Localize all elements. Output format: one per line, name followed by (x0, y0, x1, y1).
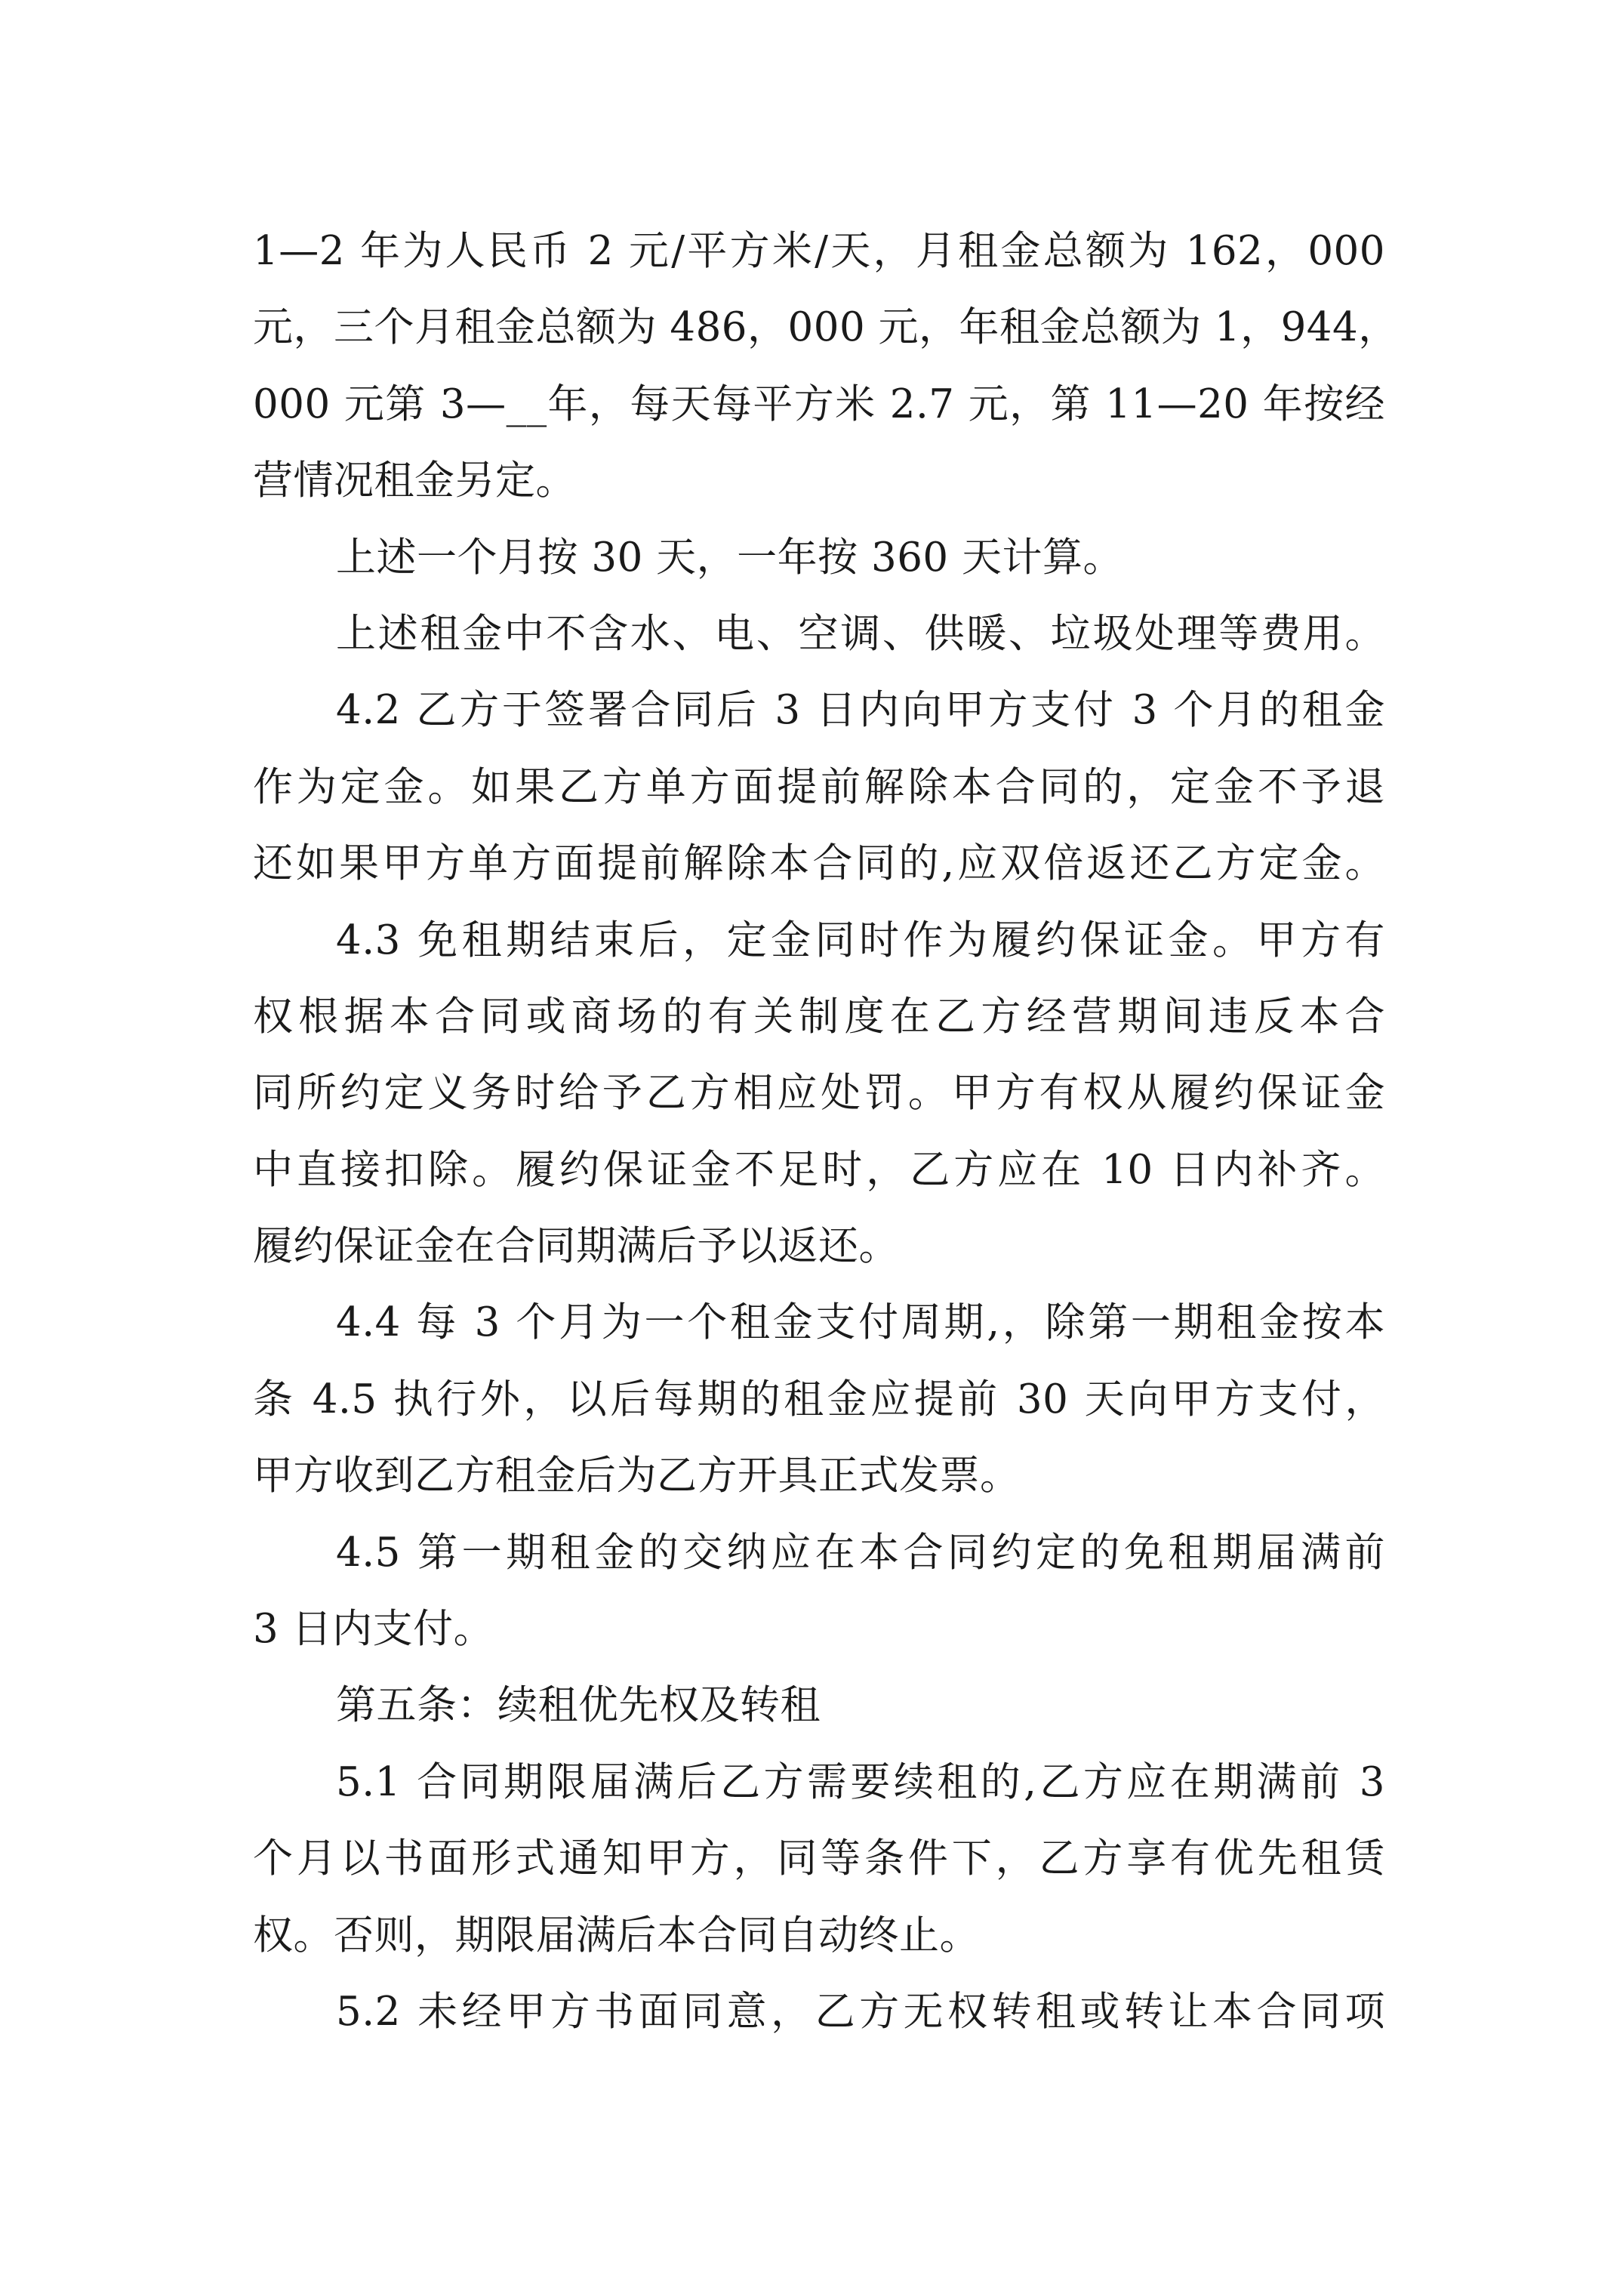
text-line: 还如果甲方单方面提前解除本合同的,应双倍返还乙方定金。 (253, 840, 1385, 887)
text-line: 000 元第 3—__年，每天每平方米 2.7 元，第 11—20 年按经 (253, 381, 1385, 427)
text-line: 4.4 每 3 个月为一个租金支付周期,，除第一期租金按本 (336, 1299, 1385, 1346)
text-line: 同所约定义务时给予乙方相应处罚。甲方有权从履约保证金 (253, 1070, 1385, 1117)
text-line: 个月以书面形式通知甲方，同等条件下，乙方享有优先租赁 (253, 1835, 1385, 1882)
document-body (253, 213, 1399, 2050)
text-line: 履约保证金在合同期满后予以返还。 (253, 1223, 899, 1270)
text-line: 甲方收到乙方租金后为乙方开具正式发票。 (253, 1453, 1021, 1499)
text-line: 上述一个月按 30 天，一年按 360 天计算。 (336, 534, 1123, 581)
text-line: 1—2 年为人民币 2 元/平方米/天，月租金总额为 162，000 (253, 228, 1385, 274)
text-line: 4.2 乙方于签署合同后 3 日内向甲方支付 3 个月的租金 (336, 687, 1385, 734)
text-line: 第五条：续租优先权及转租 (336, 1682, 821, 1729)
text-line: 4.5 第一期租金的交纳应在本合同约定的免租期届满前 (336, 1529, 1385, 1576)
text-line: 元，三个月租金总额为 486，000 元，年租金总额为 1，944， (253, 304, 1399, 351)
text-line: 5.2 未经甲方书面同意，乙方无权转租或转让本合同项 (336, 1988, 1385, 2035)
text-line: 权根据本合同或商场的有关制度在乙方经营期间违反本合 (253, 993, 1385, 1040)
text-line: 3 日内支付。 (253, 1606, 494, 1653)
text-line: 中直接扣除。履约保证金不足时，乙方应在 10 日内补齐。 (253, 1146, 1385, 1193)
text-line: 5.1 合同期限届满后乙方需要续租的,乙方应在期满前 3 (336, 1758, 1385, 1805)
text-line: 条 4.5 执行外，以后每期的租金应提前 30 天向甲方支付， (253, 1376, 1385, 1422)
text-line: 作为定金。如果乙方单方面提前解除本合同的，定金不予退 (253, 763, 1385, 810)
text-line: 上述租金中不含水、电、空调、供暖、垃圾处理等费用。 (336, 610, 1385, 657)
text-line: 4.3 免租期结束后，定金同时作为履约保证金。甲方有 (336, 917, 1385, 963)
text-line: 权。否则，期限届满后本合同自动终止。 (253, 1912, 980, 1959)
text-line: 营情况租金另定。 (253, 458, 576, 504)
